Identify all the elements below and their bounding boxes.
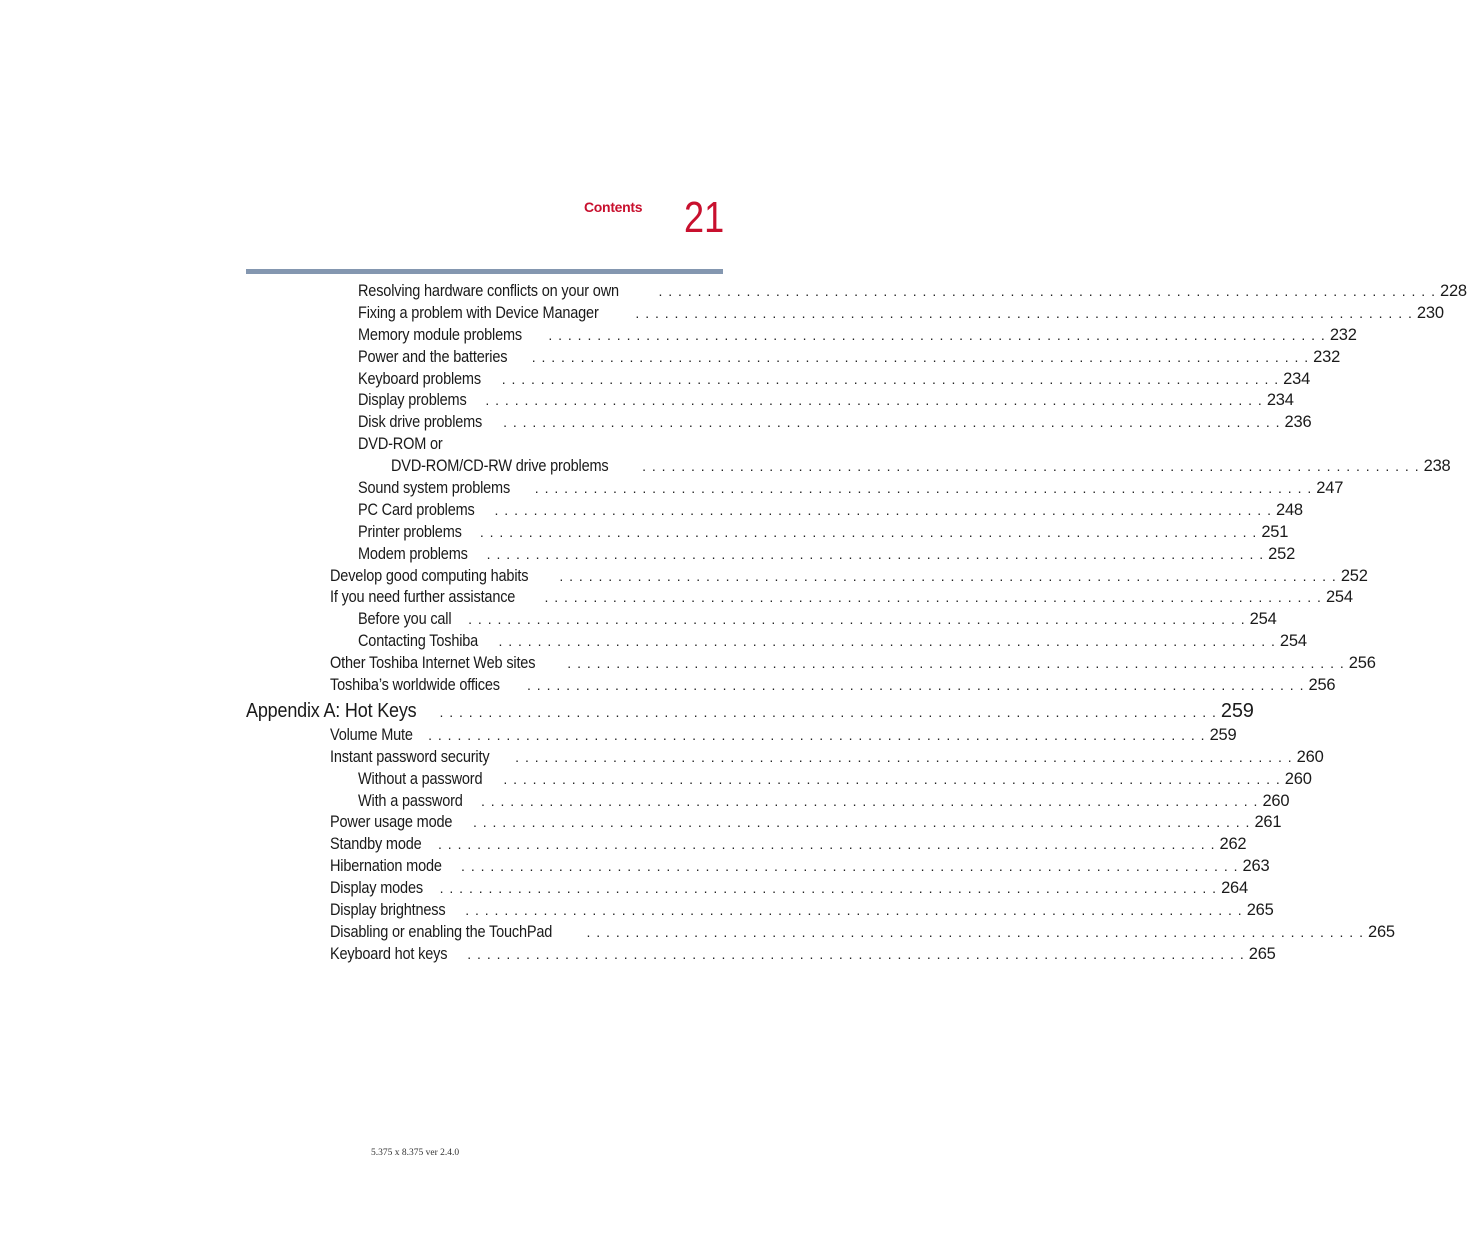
toc-entry[interactable]: [246, 325, 1357, 348]
toc-page-number: 252: [1340, 566, 1368, 585]
toc-entry-title: Appendix A: Hot Keys: [246, 699, 417, 722]
toc-dot-leader: . . . . . . . . . . . . . . . . . . . . . . . . . . . . . . . . . . . . . . . . . . . . . . . . . . . . . . . . . . . . . . . . . . . . . . . . . . . . . . . .: [531, 348, 1310, 365]
toc-dot-leader: . . . . . . . . . . . . . . . . . . . . . . . . . . . . . . . . . . . . . . . . . . . . . . . . . . . . . . . . . . . . . . . . . . . . . . . . . . . . . . . .: [498, 633, 1276, 650]
toc-entry[interactable]: [246, 566, 1368, 589]
toc-page-number: 265: [1246, 901, 1274, 920]
toc-page-number: 247: [1316, 479, 1344, 498]
toc-entry[interactable]: [246, 588, 1353, 610]
toc-page-number: 259: [1220, 699, 1254, 722]
toc-page-number: 260: [1262, 791, 1290, 810]
toc-dot-leader: . . . . . . . . . . . . . . . . . . . . . . . . . . . . . . . . . . . . . . . . . . . . . . . . . . . . . . . . . . . . . . . . . . . . . . . . . . . . . . . .: [428, 726, 1206, 743]
toc-entry[interactable]: [246, 857, 1270, 879]
toc-entry-title: DVD-ROM or: [358, 435, 443, 454]
toc-entry-title: Toshiba’s worldwide offices: [330, 676, 500, 695]
toc-entry[interactable]: [246, 544, 1296, 567]
toc-page-number: 256: [1348, 654, 1376, 673]
toc-dot-leader: . . . . . . . . . . . . . . . . . . . . . . . . . . . . . . . . . . . . . . . . . . . . . . . . . . . . . . . . . . . . . . . . . . . . . . . . . . . . . . . .: [635, 304, 1413, 321]
toc-entry[interactable]: [246, 922, 1395, 945]
toc-entry-title: Fixing a problem with Device Manager: [358, 303, 599, 322]
toc-entry-title: Instant password security: [330, 747, 490, 766]
toc-entry-title: PC Card problems: [358, 500, 475, 519]
toc-entry-title: Sound system problems: [358, 479, 511, 498]
toc-entry[interactable]: [246, 632, 1307, 654]
toc-entry-title: Keyboard problems: [358, 369, 481, 388]
toc-dot-leader: . . . . . . . . . . . . . . . . . . . . . . . . . . . . . . . . . . . . . . . . . . . . . . . . . . . . . . . . . . . . . . . . . . . . . . . . . . . . . . . .: [527, 677, 1305, 694]
toc-entry[interactable]: [246, 413, 1312, 435]
toc-entry[interactable]: [246, 813, 1282, 835]
toc-entry[interactable]: [246, 769, 1312, 792]
toc-entry-title: Disk drive problems: [358, 413, 483, 432]
toc-dot-leader: . . . . . . . . . . . . . . . . . . . . . . . . . . . . . . . . . . . . . . . . . . . . . . . . . . . . . . . . . . . . . . . . . . . . . . . . . . . . . . . .: [472, 814, 1251, 831]
toc-page-number: 260: [1284, 769, 1312, 788]
toc-dot-leader: . . . . . . . . . . . . . . . . . . . . . . . . . . . . . . . . . . . . . . . . . . . . . . . . . . . . . . . . . . . . . . . . . . . . . . . . . . . . . . . .: [642, 458, 1420, 475]
toc-entry[interactable]: [246, 347, 1341, 370]
toc-page-number: 260: [1296, 747, 1324, 766]
toc-page-number: 234: [1266, 391, 1294, 410]
header-rule: [246, 269, 723, 274]
toc-entry-title: Resolving hardware conflicts on your own: [358, 282, 619, 300]
toc-entry[interactable]: [246, 725, 1237, 748]
toc-page-number: 262: [1219, 835, 1247, 854]
toc-page-number: 265: [1367, 922, 1395, 941]
toc-dot-leader: . . . . . . . . . . . . . . . . . . . . . . . . . . . . . . . . . . . . . . . . . . . . . . . . . . . . . . . . . . . . . . . . . . . . . . . . . . . . . . . .: [503, 414, 1281, 431]
toc-entry[interactable]: [246, 747, 1324, 770]
toc-entry[interactable]: [246, 610, 1277, 632]
toc-dot-leader: . . . . . . . . . . . . . . . . . . . . . . . . . . . . . . . . . . . . . . . . . . . . . . . . . . . . . . . . . . . . . . . . . . . . . . . . . . . . . . . .: [586, 923, 1364, 940]
running-header-label: Contents: [584, 199, 643, 215]
toc-entry-title: Display problems: [358, 391, 467, 410]
toc-dot-leader: . . . . . . . . . . . . . . . . . . . . . . . . . . . . . . . . . . . . . . . . . . . . . . . . . . . . . . . . . . . . . . . . . . . . . . . . . . . . . . . .: [544, 589, 1322, 606]
table-of-contents: [246, 282, 1467, 967]
toc-page-number: 265: [1248, 944, 1276, 963]
toc-dot-leader: . . . . . . . . . . . . . . . . . . . . . . . . . . . . . . . . . . . . . . . . . . . . . . . . . . . . . . . . . . . . . . . . . . . . . . . . . . . . . . . .: [439, 703, 1217, 720]
toc-entry-title: Modem problems: [358, 544, 468, 563]
toc-entry[interactable]: [246, 369, 1311, 392]
toc-entry-title: If you need further assistance: [330, 588, 516, 607]
toc-page-number: 230: [1416, 303, 1444, 322]
toc-dot-leader: . . . . . . . . . . . . . . . . . . . . . . . . . . . . . . . . . . . . . . . . . . . . . . . . . . . . . . . . . . . . . . . . . . . . . . . . . . . . . . . .: [501, 370, 1280, 387]
toc-entry-title: Develop good computing habits: [330, 566, 529, 585]
toc-entry-title: Power and the batteries: [358, 347, 508, 366]
toc-page-number: 234: [1283, 369, 1311, 388]
toc-dot-leader: . . . . . . . . . . . . . . . . . . . . . . . . . . . . . . . . . . . . . . . . . . . . . . . . . . . . . . . . . . . . . . . . . . . . . . . . . . . . . . . .: [465, 902, 1243, 919]
toc-page-number: 259: [1209, 725, 1237, 744]
toc-entry-title: Other Toshiba Internet Web sites: [330, 654, 536, 673]
toc-entry[interactable]: [246, 435, 723, 457]
toc-entry-title: With a password: [358, 791, 463, 810]
toc-page-number: 261: [1254, 813, 1282, 832]
toc-entry-title: Without a password: [358, 769, 483, 788]
toc-entry[interactable]: [246, 835, 1247, 857]
toc-entry[interactable]: [246, 654, 1376, 676]
toc-entry-title: Disabling or enabling the TouchPad: [330, 922, 553, 941]
toc-entry[interactable]: [246, 479, 1344, 501]
toc-dot-leader: . . . . . . . . . . . . . . . . . . . . . . . . . . . . . . . . . . . . . . . . . . . . . . . . . . . . . . . . . . . . . . . . . . . . . . . . . . . . . . . .: [515, 748, 1293, 765]
toc-dot-leader: . . . . . . . . . . . . . . . . . . . . . . . . . . . . . . . . . . . . . . . . . . . . . . . . . . . . . . . . . . . . . . . . . . . . . . . . . . . . . . . .: [503, 770, 1281, 787]
toc-entry[interactable]: [246, 901, 1274, 923]
toc-entry-title: Memory module problems: [358, 325, 522, 344]
toc-dot-leader: . . . . . . . . . . . . . . . . . . . . . . . . . . . . . . . . . . . . . . . . . . . . . . . . . . . . . . . . . . . . . . . . . . . . . . . . . . . . . . . .: [438, 836, 1216, 853]
toc-page-number: 232: [1329, 325, 1357, 344]
toc-entry-title: DVD-ROM/CD-RW drive problems: [391, 457, 609, 476]
toc-entry-title: Power usage mode: [330, 813, 453, 832]
toc-page-number: 236: [1284, 413, 1312, 432]
toc-dot-leader: . . . . . . . . . . . . . . . . . . . . . . . . . . . . . . . . . . . . . . . . . . . . . . . . . . . . . . . . . . . . . . . . . . . . . . . . . . . . . . . .: [559, 567, 1337, 584]
toc-entry-title: Contacting Toshiba: [358, 632, 479, 651]
toc-entry-title: Keyboard hot keys: [330, 944, 448, 963]
toc-dot-leader: . . . . . . . . . . . . . . . . . . . . . . . . . . . . . . . . . . . . . . . . . . . . . . . . . . . . . . . . . . . . . . . . . . . . . . . . . . . . . . . .: [494, 501, 1272, 518]
toc-entry[interactable]: [246, 522, 1289, 545]
toc-entry[interactable]: [246, 791, 1290, 814]
toc-page-number: 256: [1308, 676, 1336, 695]
toc-entry[interactable]: [246, 676, 1336, 698]
toc-entry-title: Hibernation mode: [330, 857, 442, 876]
toc-entry[interactable]: [246, 879, 1249, 901]
toc-dot-leader: . . . . . . . . . . . . . . . . . . . . . . . . . . . . . . . . . . . . . . . . . . . . . . . . . . . . . . . . . . . . . . . . . . . . . . . . . . . . . . . .: [480, 792, 1259, 809]
toc-page-number: 254: [1249, 610, 1277, 629]
toc-entry-title: Standby mode: [330, 835, 422, 854]
page-number: 21: [684, 193, 725, 242]
toc-page-number: 254: [1325, 588, 1353, 607]
toc-entry[interactable]: [246, 303, 1444, 326]
toc-entry-title: Display modes: [330, 879, 423, 898]
toc-page-number: 232: [1313, 347, 1341, 366]
toc-dot-leader: . . . . . . . . . . . . . . . . . . . . . . . . . . . . . . . . . . . . . . . . . . . . . . . . . . . . . . . . . . . . . . . . . . . . . . . . . . . . . . . .: [439, 880, 1218, 897]
toc-page-number: 248: [1275, 500, 1303, 519]
toc-entry[interactable]: [246, 944, 1276, 967]
toc-entry-title: Before you call: [358, 610, 452, 629]
toc-dot-leader: . . . . . . . . . . . . . . . . . . . . . . . . . . . . . . . . . . . . . . . . . . . . . . . . . . . . . . . . . . . . . . . . . . . . . . . . . . . . . . . .: [461, 858, 1239, 875]
toc-entry[interactable]: [246, 500, 1303, 523]
toc-chapter-entry[interactable]: [246, 699, 1254, 726]
toc-dot-leader: . . . . . . . . . . . . . . . . . . . . . . . . . . . . . . . . . . . . . . . . . . . . . . . . . . . . . . . . . . . . . . . . . . . . . . . . . . . . . . . .: [534, 480, 1313, 497]
version-note: 5.375 x 8.375 ver 2.4.0: [371, 1148, 460, 1158]
toc-entry[interactable]: [246, 391, 1294, 413]
toc-dot-leader: . . . . . . . . . . . . . . . . . . . . . . . . . . . . . . . . . . . . . . . . . . . . . . . . . . . . . . . . . . . . . . . . . . . . . . . . . . . . . . . .: [548, 326, 1326, 343]
toc-dot-leader: . . . . . . . . . . . . . . . . . . . . . . . . . . . . . . . . . . . . . . . . . . . . . . . . . . . . . . . . . . . . . . . . . . . . . . . . . . . . . . . .: [485, 392, 1263, 409]
toc-page-number: 254: [1279, 632, 1307, 651]
toc-dot-leader: . . . . . . . . . . . . . . . . . . . . . . . . . . . . . . . . . . . . . . . . . . . . . . . . . . . . . . . . . . . . . . . . . . . . . . . . . . . . . . . .: [468, 611, 1246, 628]
toc-entry-title: Printer problems: [358, 522, 462, 541]
toc-page-number: 263: [1242, 857, 1270, 876]
toc-dot-leader: . . . . . . . . . . . . . . . . . . . . . . . . . . . . . . . . . . . . . . . . . . . . . . . . . . . . . . . . . . . . . . . . . . . . . . . . . . . . . . . .: [567, 655, 1345, 672]
toc-dot-leader: . . . . . . . . . . . . . . . . . . . . . . . . . . . . . . . . . . . . . . . . . . . . . . . . . . . . . . . . . . . . . . . . . . . . . . . . . . . . . . . .: [479, 523, 1258, 540]
toc-page-number: 251: [1261, 522, 1289, 541]
toc-page-number: 252: [1268, 544, 1296, 563]
toc-entry-title: Display brightness: [330, 901, 446, 920]
toc-page-number: 238: [1423, 457, 1451, 476]
toc-entry[interactable]: [246, 282, 1467, 304]
toc-page-number: 228: [1439, 282, 1467, 300]
toc-dot-leader: . . . . . . . . . . . . . . . . . . . . . . . . . . . . . . . . . . . . . . . . . . . . . . . . . . . . . . . . . . . . . . . . . . . . . . . . . . . . . . . .: [467, 945, 1245, 962]
toc-dot-leader: . . . . . . . . . . . . . . . . . . . . . . . . . . . . . . . . . . . . . . . . . . . . . . . . . . . . . . . . . . . . . . . . . . . . . . . . . . . . . . . .: [486, 545, 1265, 562]
toc-page-number: 264: [1221, 879, 1249, 898]
toc-entry[interactable]: [246, 457, 1451, 479]
toc-entry-title: Volume Mute: [330, 725, 413, 744]
toc-dot-leader: . . . . . . . . . . . . . . . . . . . . . . . . . . . . . . . . . . . . . . . . . . . . . . . . . . . . . . . . . . . . . . . . . . . . . . . . . . . . . . . .: [658, 283, 1436, 299]
